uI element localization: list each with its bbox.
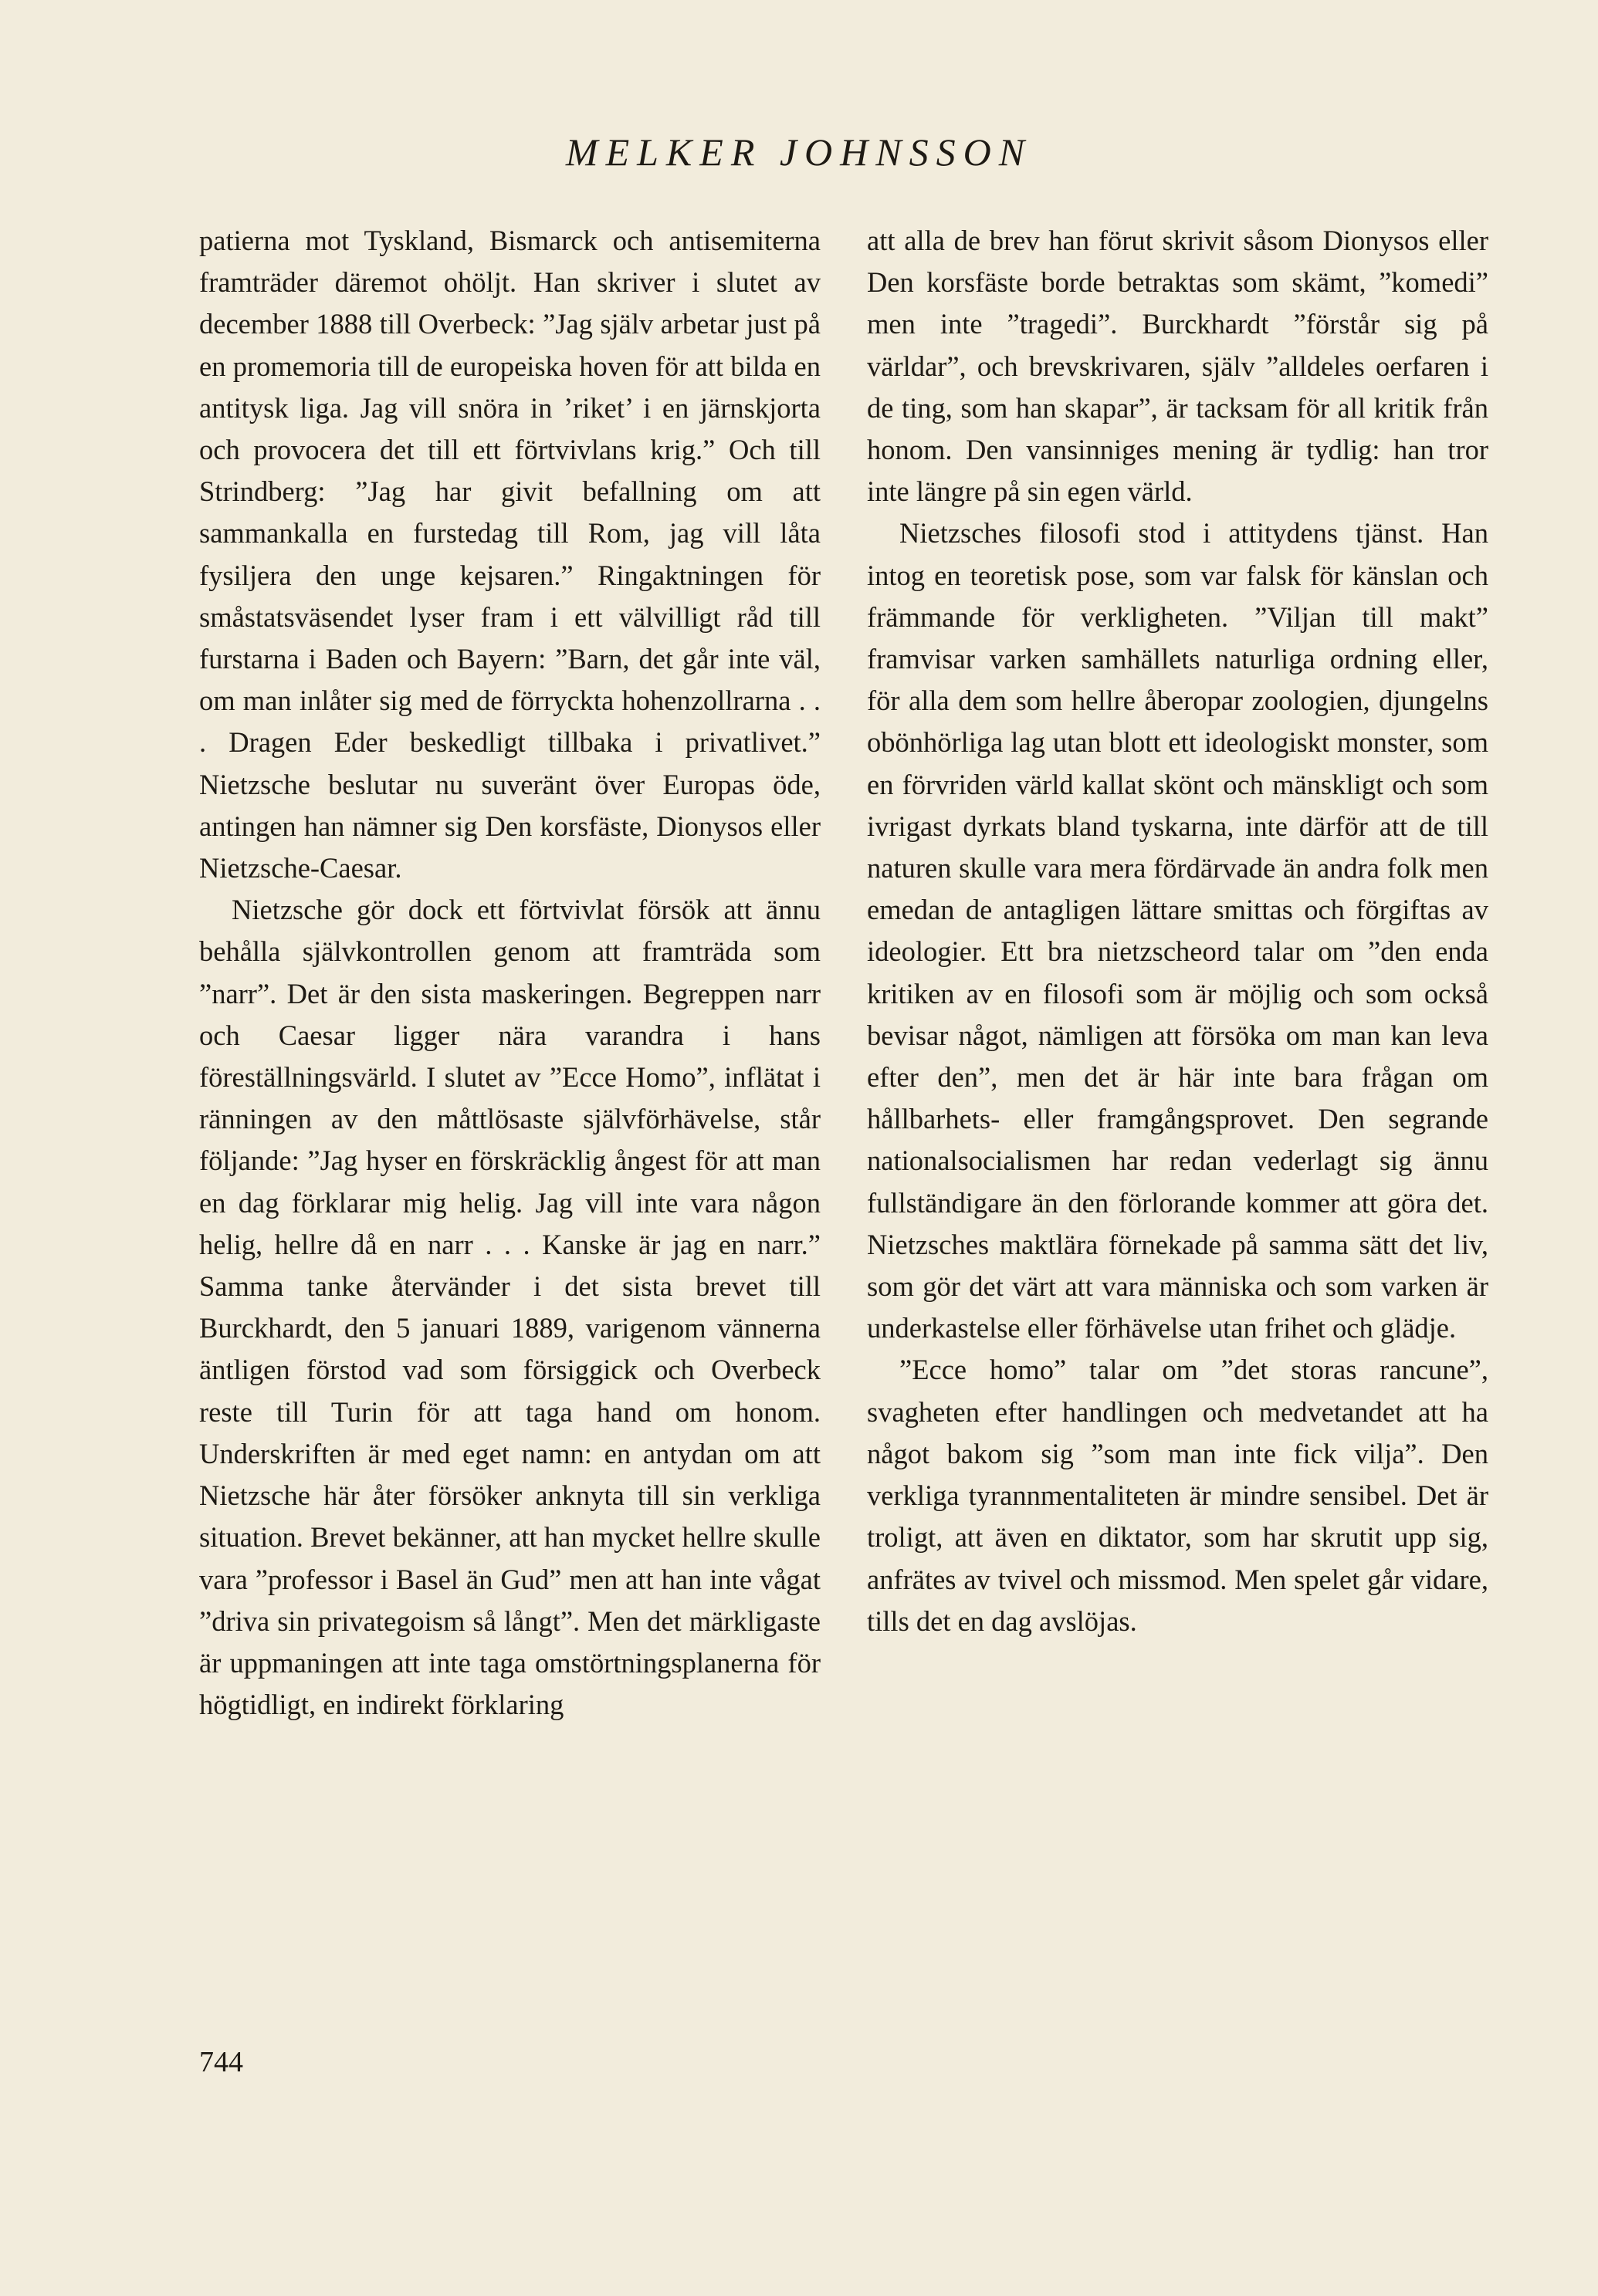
paragraph: ”Ecce homo” talar om ”det storas rancune”, svagheten efter handlingen och medvetandet att ha något bakom sig ”som man inte fick vilja”. Den verkliga tyrannmentaliteten är mindre sensibel. Det är troligt, att även en diktator, som har skrutit upp sig, anfrätes av tvivel och missmod. Men spelet går vidare, tills det en dag avslöjas.: [867, 1354, 1488, 1637]
paragraph: patierna mot Tyskland, Bismarck och antisemiterna framträder däremot ohöljt. Han skriver i slutet av december 1888 till Overbeck: ”Jag själv arbetar just på en promemoria till de europeiska hoven för att bilda en antitysk liga. Jag vill snöra in ’riket’ i en järnskjorta och provocera det till ett förtvivlans krig.” Och till Strindberg: ”Jag har givit befallning om att sammankalla en furstedag till Rom, jag vill låta fysiljera den unge kejsaren.” Ringaktningen för småstatsväsendet lyser fram i ett välvilligt råd till furstarna i Baden och Bayern: ”Barn, det går inte väl, om man inlåter sig med de förryckta hohenzollrarna . . . Dragen Eder beskedligt tillbaka i privatlivet.” Nietzsche beslutar nu suveränt över Europas öde, antingen han nämner sig Den korsfäste, Dionysos eller Nietzsche-Caesar.: [199, 225, 821, 884]
paragraph: Nietzsches filosofi stod i attitydens tjänst. Han intog en teoretisk pose, som var falsk för känslan och främmande för verkligheten. ”Viljan till makt” framvisar varken samhällets naturliga ordning eller, för alla dem som hellre åberopar zoologien, djungelns obönhörliga lag utan blott ett ideologiskt monster, som en förvriden värld kallat skönt och mänskligt och som ivrigast dyrkats bland tyskarna, inte därför att de till naturen skulle vara mera fördärvade än andra folk men emedan de antagligen lättare smittas och förgiftas av ideologier. Ett bra nietzscheord talar om ”den enda kritiken av en filosofi som är möjlig och som också bevisar något, nämligen att försöka om man kan leva efter den”, men det är här inte bara frågan om hållbarhets- eller framgångsprovet. Den segrande nationalsocialismen har redan vederlagt sig ännu fullständigare än den förlorande kommer att göra det. Nietzsches maktlära förnekade på samma sätt det liv, som gör det värt att vara människa och som varken är underkastelse eller förhävelse utan frihet och glädje.: [867, 517, 1488, 1344]
paragraph: att alla de brev han förut skrivit såsom Dionysos eller Den korsfäste borde betraktas som skämt, ”komedi” men inte ”tragedi”. Burckhardt ”förstår sig på världar”, och brevskrivaren, själv ”alldeles oerfaren i de ting, som han skapar”, är tacksam för all kritik från honom. Den vansinniges mening är tydlig: han tror inte längre på sin egen värld.: [867, 225, 1488, 508]
right-column: [867, 220, 1488, 1642]
running-header: MELKER JOHNSSON: [565, 130, 1033, 174]
left-column: [199, 220, 821, 1726]
page-number: 744: [199, 2046, 243, 2078]
paragraph: Nietzsche gör dock ett förtvivlat försök att ännu behålla självkontrollen genom att framträda som ”narr”. Det är den sista maskeringen. Begreppen narr och Caesar ligger nära varandra i hans föreställningsvärld. I slutet av ”Ecce Homo”, inflätat i ränningen av den måttlösaste självförhävelse, står följande: ”Jag hyser en förskräcklig ångest för att man en dag förklarar mig helig. Jag vill inte vara någon helig, hellre då en narr . . . Kanske är jag en narr.” Samma tanke återvänder i det sista brevet till Burckhardt, den 5 januari 1889, varigenom vännerna äntligen förstod vad som försiggick och Overbeck reste till Turin för att taga hand om honom. Underskriften är med eget namn: en antydan om att Nietzsche här åter försöker anknyta till sin verkliga situation. Brevet bekänner, att han mycket hellre skulle vara ”professor i Basel än Gud” men att han inte vågat ”driva sin privategoism så långt”. Men det märkligaste är uppmaningen att inte taga omstörtningsplanerna för högtidligt, en indirekt förklaring: [199, 894, 821, 1721]
